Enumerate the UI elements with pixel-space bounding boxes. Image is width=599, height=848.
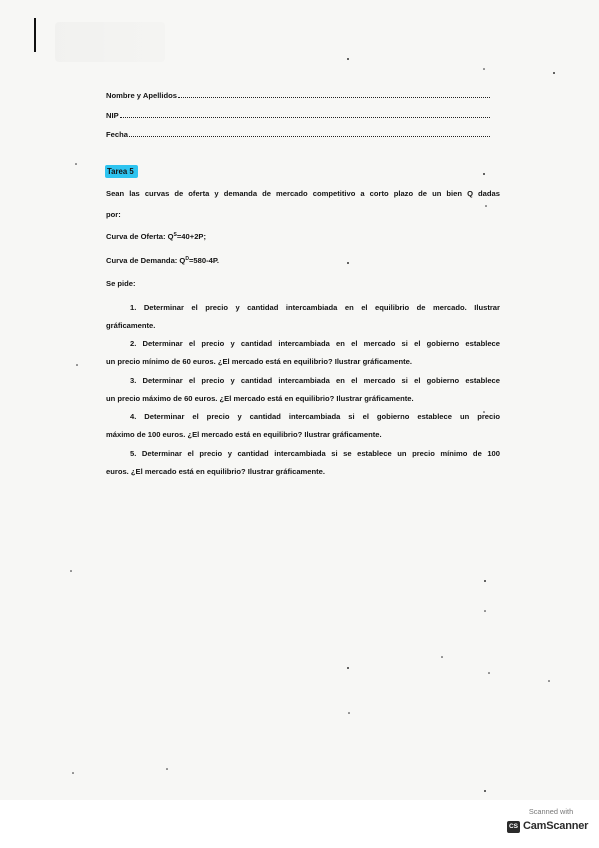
speck [484, 580, 486, 582]
page-edge-mark [34, 18, 36, 52]
item-5-line-1: 5. Determinar el precio y cantidad intercambiada si se establece un precio mínimo de 100 [130, 449, 500, 458]
item-4-line-2: máximo de 100 euros. ¿El mercado está en equilibrio? Ilustrar gráficamente. [106, 430, 382, 439]
speck [485, 205, 487, 207]
supply-prefix: Curva de Oferta: Q [106, 232, 174, 241]
speck [548, 680, 550, 682]
speck [347, 667, 349, 669]
name-label: Nombre y Apellidos [106, 91, 178, 100]
speck [76, 364, 78, 366]
speck [483, 68, 485, 70]
intro-line-2: por: [106, 210, 121, 219]
bleed-through-shadow [55, 22, 165, 62]
date-label: Fecha [106, 130, 128, 139]
nip-field [106, 106, 490, 120]
item-5-line-2: euros. ¿El mercado está en equilibrio? Ilustrar gráficamente. [106, 467, 326, 476]
camscanner-brand: CamScanner [523, 820, 589, 832]
demand-curve [106, 255, 500, 267]
item-3-line-2: un precio máximo de 60 euros. ¿El mercado está en equilibrio? Ilustrar gráficamente. [106, 394, 414, 403]
item-2-line-1: 2. Determinar el precio y cantidad intercambiada en el mercado si el gobierno establece [130, 339, 500, 348]
date-fill-line [129, 135, 490, 137]
speck [484, 790, 486, 792]
demand-prefix: Curva de Demanda: Q [106, 256, 186, 265]
supply-curve [106, 231, 500, 243]
speck [166, 768, 168, 770]
speck [75, 163, 77, 165]
camscanner-logo-icon: CS [507, 821, 520, 833]
speck [72, 772, 74, 774]
camscanner-watermark [504, 807, 588, 839]
scanned-with-label: Scanned with [528, 807, 574, 816]
demand-equation: =580-4P. [188, 256, 220, 265]
speck [441, 656, 443, 658]
item-4-line-1: 4. Determinar el precio y cantidad intercambiada si el gobierno establece un precio [130, 412, 500, 421]
task-title: Tarea 5 [105, 165, 138, 178]
speck [553, 72, 555, 74]
speck [347, 58, 349, 60]
item-2-line-2: un precio mínimo de 60 euros. ¿El mercado está en equilibrio? Ilustrar gráficamente. [106, 357, 412, 366]
nip-label: NIP [106, 111, 119, 120]
speck [483, 173, 485, 175]
date-field [106, 125, 490, 139]
nip-fill-line [120, 116, 490, 118]
speck [70, 570, 72, 572]
asks-label: Se pide: [106, 279, 136, 288]
name-fill-line [178, 96, 490, 98]
speck [484, 610, 486, 612]
intro-line-1: Sean las curvas de oferta y demanda de mercado competitivo a corto plazo de un bien Q dadas [106, 189, 500, 198]
item-1-line-2: gráficamente. [106, 321, 156, 330]
name-field [106, 86, 490, 100]
supply-superscript: S [173, 232, 177, 238]
demand-superscript: D [185, 256, 189, 262]
speck [348, 712, 350, 714]
item-1-line-1: 1. Determinar el precio y cantidad intercambiada en el equilibrio de mercado. Ilustrar [130, 303, 500, 312]
speck [488, 672, 490, 674]
item-3-line-1: 3. Determinar el precio y cantidad intercambiada en el mercado si el gobierno establece [130, 376, 500, 385]
supply-equation: =40+2P; [176, 232, 207, 241]
